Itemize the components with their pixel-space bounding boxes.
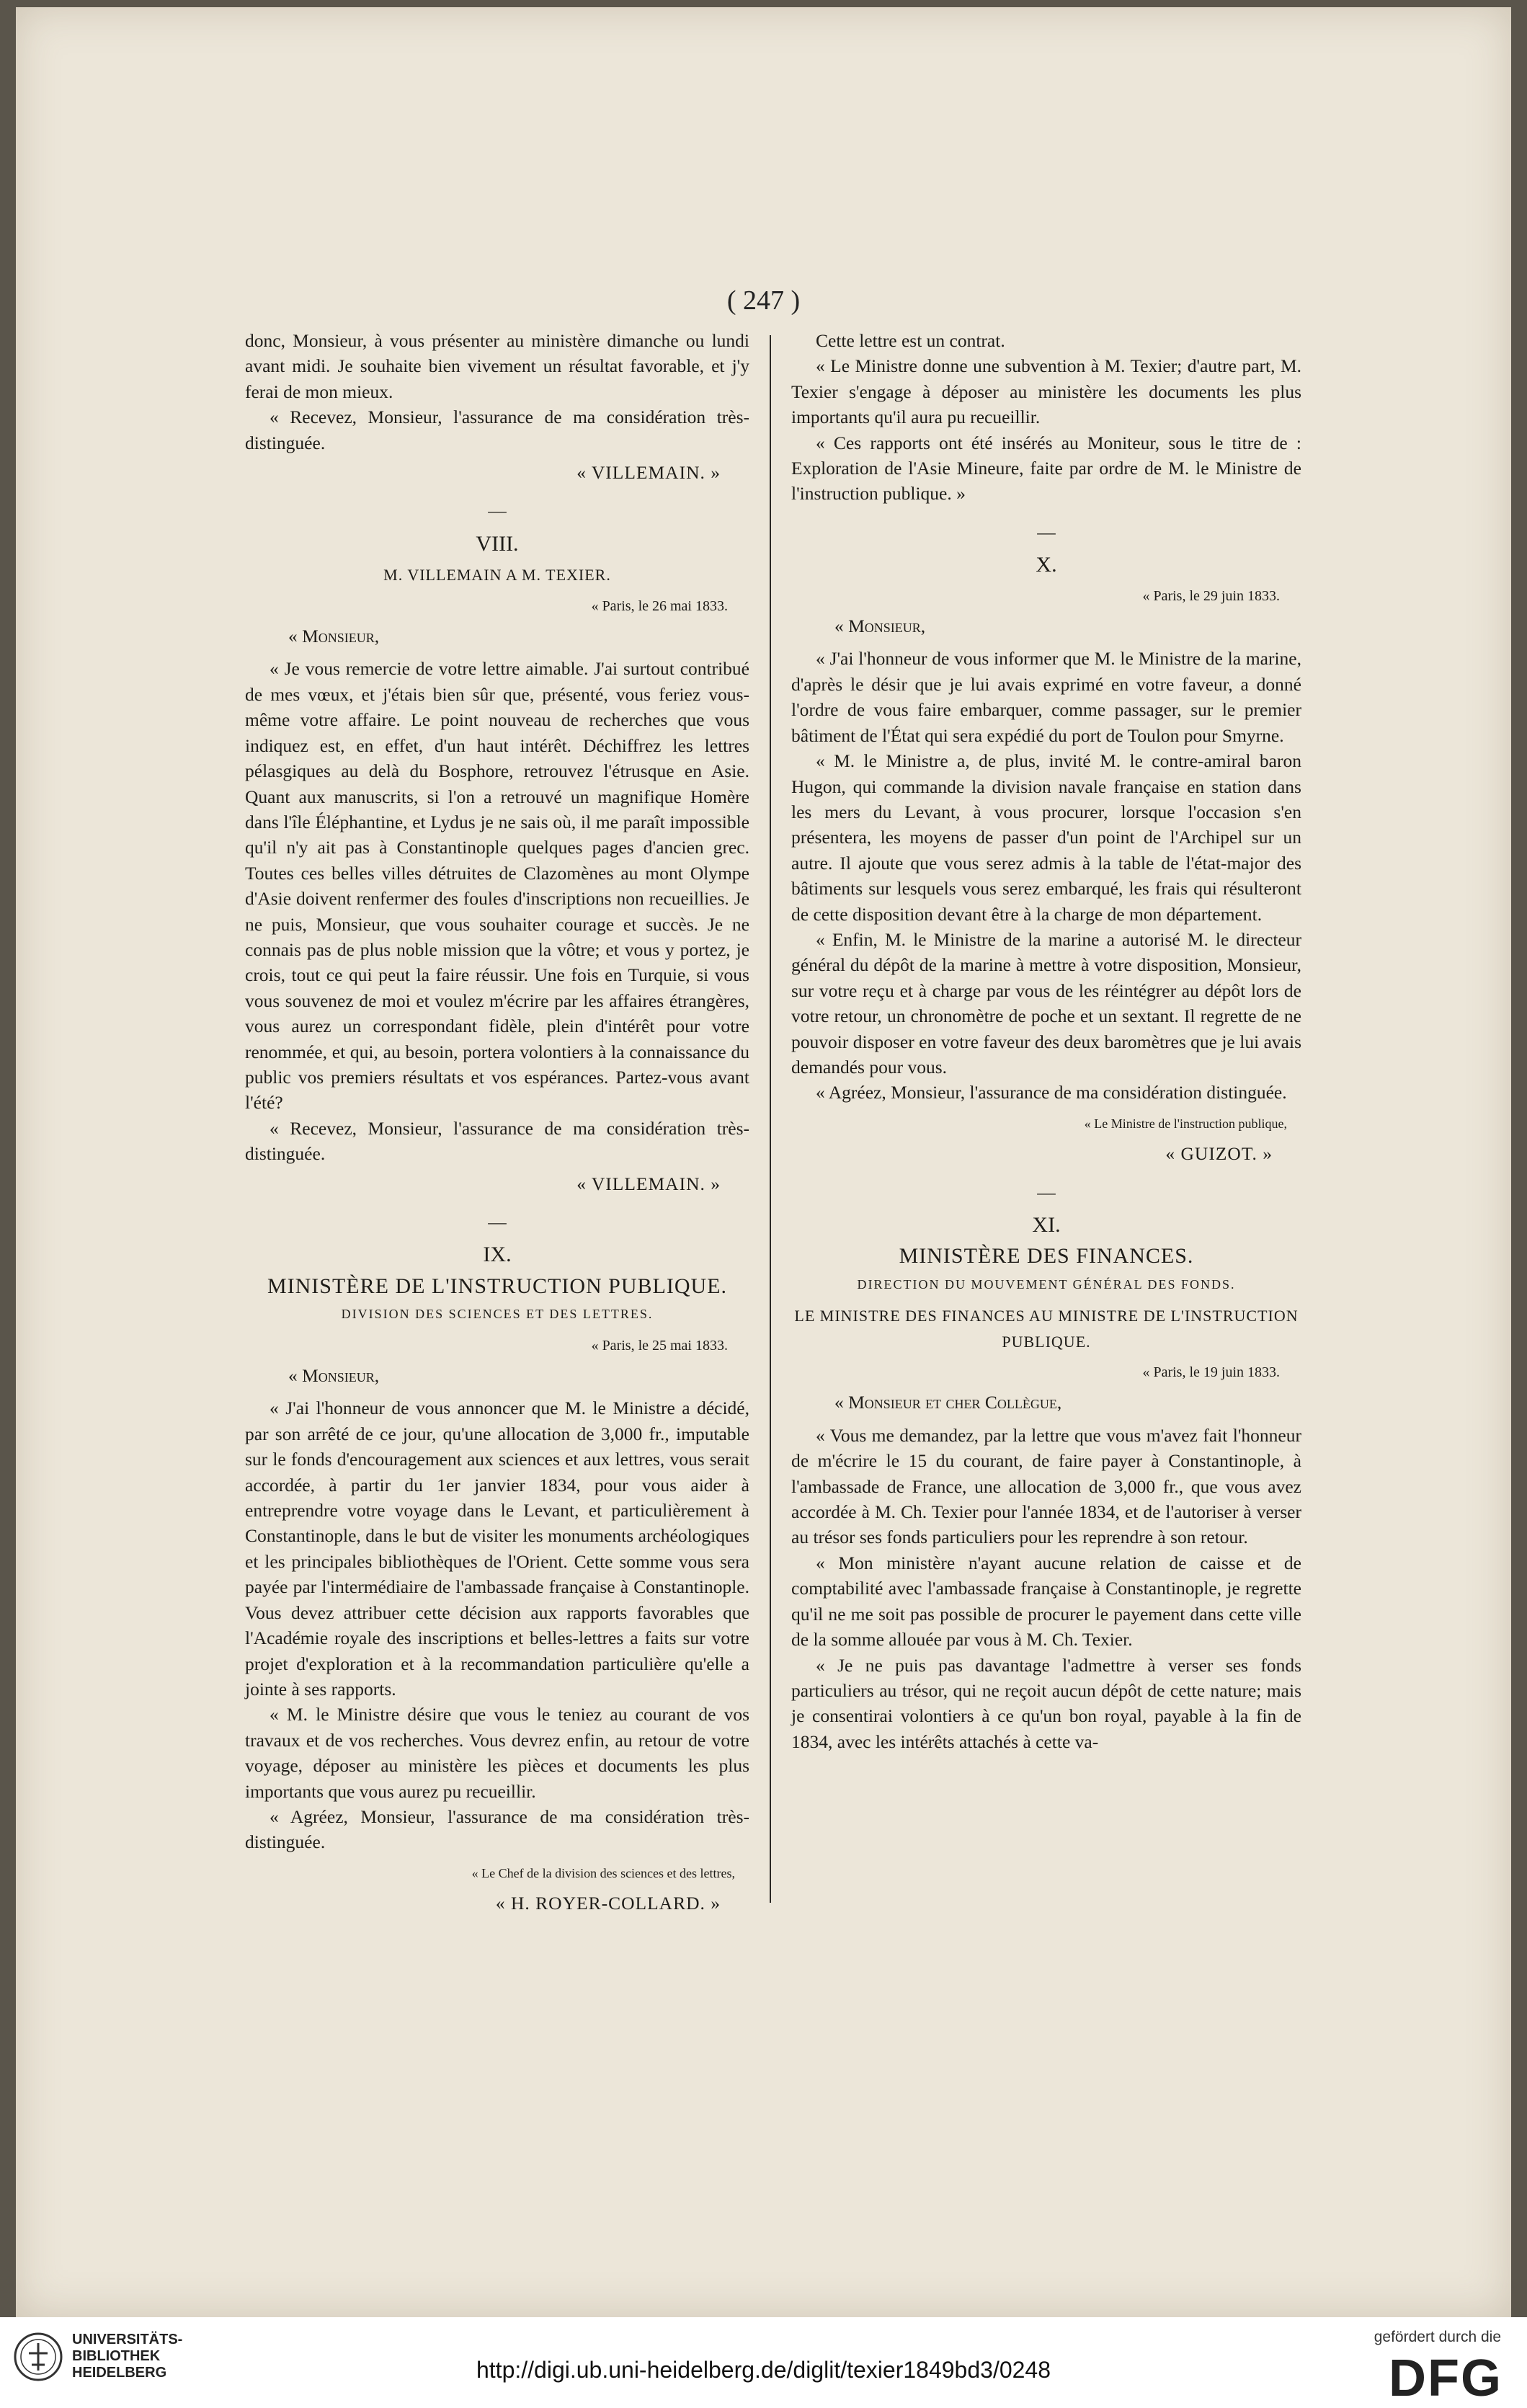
funding-label: gefördert durch die — [1374, 2329, 1501, 2345]
paragraph: donc, Monsieur, à vous présenter au ministère dimanche ou lundi avant midi. Je souhaite bien vivement un résultat favorable, et j'y ferai de mon mieux. — [245, 330, 749, 402]
paragraph: « Enfin, M. le Ministre de la marine a autorisé M. le directeur général du dépôt de la marine à mettre à votre disposition, Monsieur, sur votre reçu et à charge par vous de les réintégrer au dépôt lors de votre retour, un chronomètre de poche et un sextant. Il regrette de ne pouvoir disposer en votre faveur des deux baromètres que je lui avais demandés pour vous. — [791, 928, 1301, 1078]
signature: « GUIZOT. » — [1165, 1143, 1273, 1165]
letter-heading: LE MINISTRE DES FINANCES AU MINISTRE DE L'INSTRUCTION PUBLIQUE. — [794, 1307, 1299, 1351]
ministry-heading: MINISTÈRE DE L'INSTRUCTION PUBLIQUE. — [267, 1274, 728, 1298]
paragraph: « Je vous remercie de votre lettre aimable. J'ai surtout contribué de mes vœux, et j'étais bien sûr que, présenté, vous feriez vous-même votre affaire. Le point nouveau de recherches que vous indiquez est, en effet, d'un haut intérêt. Déchiffrez les lettres pélasgiques au delà du Bosphore, retrouvez l'étrusque en Asie. Quant aux manuscrits, si l'on a retrouvé un magnifique Homère dans l'île Éléphantine, et Lydus je ne sais où, il me paraît impossible qu'il n'y ait pas à Constantinople quelques pages d'ancien grec. Toutes ces belles villes détruites de Clazomènes au mont Olympe d'Asie doivent renfermer des foules d'inscriptions non recueillies. Je ne puis, Monsieur, que vous souhaiter courage et succès. Je ne connais pas de plus noble mission que la vôtre; et vous y portez, je crois, tout ce qui peut la faire réussir. Une fois en Turquie, si vous vous souvenez de moi et voulez m'écrire par les affaires étrangères, vous aurez un correspondant fidèle, plein d'intérêt pour votre renommée, et qui, au besoin, portera volontiers à la connaissance du public vos premiers résultats et vos espérances. Partez-vous avant l'été? — [245, 658, 749, 1114]
university-name-line: BIBLIOTHEK — [72, 2348, 161, 2364]
section-separator: — — [488, 500, 507, 522]
paragraph: Cette lettre est un contrat. — [816, 330, 1005, 351]
signature: « VILLEMAIN. » — [576, 1173, 721, 1194]
section-number: X. — [1036, 553, 1057, 577]
paragraph: « Le Ministre donne une subvention à M. Texier; d'autre part, M. Texier s'engage à déposer au ministère les documents les plus importants qu'il aura pu recueillir. — [791, 355, 1301, 428]
salutation: « Monsieur et cher Collègue, — [834, 1392, 1062, 1413]
ministry-heading: MINISTÈRE DES FINANCES. — [899, 1244, 1194, 1269]
signature: « VILLEMAIN. » — [576, 462, 721, 484]
page-number: ( 247 ) — [726, 285, 801, 316]
paragraph: « J'ai l'honneur de vous informer que M. le Ministre de la marine, d'après le désir que je lui avais exprimé en votre faveur, a donné l'ordre de vous faire embarquer, comme passager, sur le premier bâtiment de l'État qui sera expédié du port de Toulon pour Smyrne. — [791, 648, 1301, 746]
section-separator: — — [1037, 1181, 1056, 1203]
paragraph: « Mon ministère n'ayant aucune relation de caisse et de comptabilité avec l'ambassade française à Constantinople, je regrette qu'il ne me soit pas possible de procurer le payement dans cette ville de la somme allouée par vous à M. Ch. Texier. — [791, 1552, 1301, 1650]
letter-date: « Paris, le 25 mai 1833. — [591, 1337, 728, 1354]
letter-date: « Paris, le 26 mai 1833. — [591, 597, 728, 614]
division-heading: DIVISION DES SCIENCES ET DES LETTRES. — [341, 1307, 654, 1322]
signature: « H. ROYER-COLLARD. » — [495, 1893, 721, 1914]
salutation: « Monsieur, — [288, 626, 380, 647]
paragraph: « Agréez, Monsieur, l'assurance de ma considération très-distinguée. — [245, 1805, 749, 1853]
paragraph: « M. le Ministre a, de plus, invité M. le contre-amiral baron Hugon, qui commande la division navale française en station dans les mers du Levant, à vous procurer, lorsque l'occasion s'en présentera, les moyens de passer d'un point de l'Archipel sur un autre. Il ajoute que vous serez admis à la table de l'état-major des bâtiments sur lesquels vous serez embarqué, les frais qui résulteront de cette disposition devant être à la charge de mon département. — [791, 750, 1301, 925]
salutation: « Monsieur, — [288, 1365, 380, 1387]
letter-heading: M. VILLEMAIN A M. TEXIER. — [383, 566, 611, 585]
salutation: « Monsieur, — [834, 616, 926, 637]
official-title: « Le Ministre de l'instruction publique, — [1084, 1116, 1287, 1131]
paragraph: « Recevez, Monsieur, l'assurance de ma considération très-distinguée. — [245, 406, 749, 453]
footer-bar — [0, 2317, 1527, 2408]
right-column — [791, 328, 1301, 1754]
division-heading: DIRECTION DU MOUVEMENT GÉNÉRAL DES FONDS. — [857, 1276, 1236, 1292]
section-separator: — — [1037, 521, 1056, 543]
source-url-link[interactable]: http://digi.ub.uni-heidelberg.de/diglit/texier1849bd3/0248 — [476, 2357, 1051, 2383]
paragraph: « Je ne puis pas davantage l'admettre à verser ses fonds particuliers au trésor, qui ne reçoit aucun dépôt de cette nature; mais je consentirai volontiers à ce qu'un bon royal, payable à la fin de 1834, avec les intérêts attachés à cette va- — [791, 1654, 1301, 1752]
dfg-logo: DFG — [1389, 2350, 1502, 2407]
paragraph: « M. le Ministre désire que vous le teniez au courant de vos travaux et de vos recherches. Vous devrez enfin, au retour de votre voyage, déposer au ministère les pièces et documents les plus importants que vous aurez pu recueillir. — [245, 1704, 749, 1802]
column-divider — [770, 335, 771, 1903]
section-number: XI. — [1032, 1213, 1061, 1237]
letter-date: « Paris, le 19 juin 1833. — [1142, 1364, 1280, 1381]
university-name-line: UNIVERSITÄTS- — [72, 2332, 183, 2347]
paragraph: « Agréez, Monsieur, l'assurance de ma considération distinguée. — [816, 1082, 1287, 1103]
section-number: IX. — [483, 1243, 512, 1267]
official-title: « Le Chef de la division des sciences et des lettres, — [471, 1865, 735, 1880]
paragraph: « J'ai l'honneur de vous annoncer que M. le Ministre a décidé, par son arrêté de ce jour, qu'une allocation de 3,000 fr., imputable sur le fonds d'encouragement aux sciences et aux lettres, vous serait accordée, à partir du 1er janvier 1834, pour vous aider à entreprendre votre voyage dans le Levant, et particulièrement à Constantinople, dans le but de visiter les monuments archéologiques et les principales bibliothèques de l'Orient. Cette somme vous sera payée par l'intermédiaire de l'ambassade française à Constantinople. Vous devez attribuer cette décision aux rapports favorables que l'Académie royale des inscriptions et belles-lettres a faits sur votre projet d'exploration et à la recommandation particulière qu'elle a jointe à ses rapports. — [245, 1398, 749, 1700]
paragraph: « Ces rapports ont été insérés au Moniteur, sous le titre de : Exploration de l'Asie Mineure, faite par ordre de M. le Ministre de l'instruction publique. » — [791, 432, 1301, 505]
section-number: VIII. — [476, 531, 519, 556]
letter-date: « Paris, le 29 juin 1833. — [1142, 587, 1280, 604]
left-column — [245, 328, 749, 1925]
paragraph: « Recevez, Monsieur, l'assurance de ma considération très-distinguée. — [245, 1117, 749, 1165]
university-name-line: HEIDELBERG — [72, 2365, 167, 2381]
section-separator: — — [488, 1212, 507, 1232]
paragraph: « Vous me demandez, par la lettre que vous m'avez fait l'honneur de m'écrire le 15 du courant, de faire payer à Constantinople, à l'ambassade de France, une allocation de 3,000 fr., que vous avez accordée à M. Ch. Texier pour l'année 1834, et de l'autoriser à verser au trésor ses fonds particuliers pour les reprendre à son retour. — [791, 1424, 1301, 1548]
